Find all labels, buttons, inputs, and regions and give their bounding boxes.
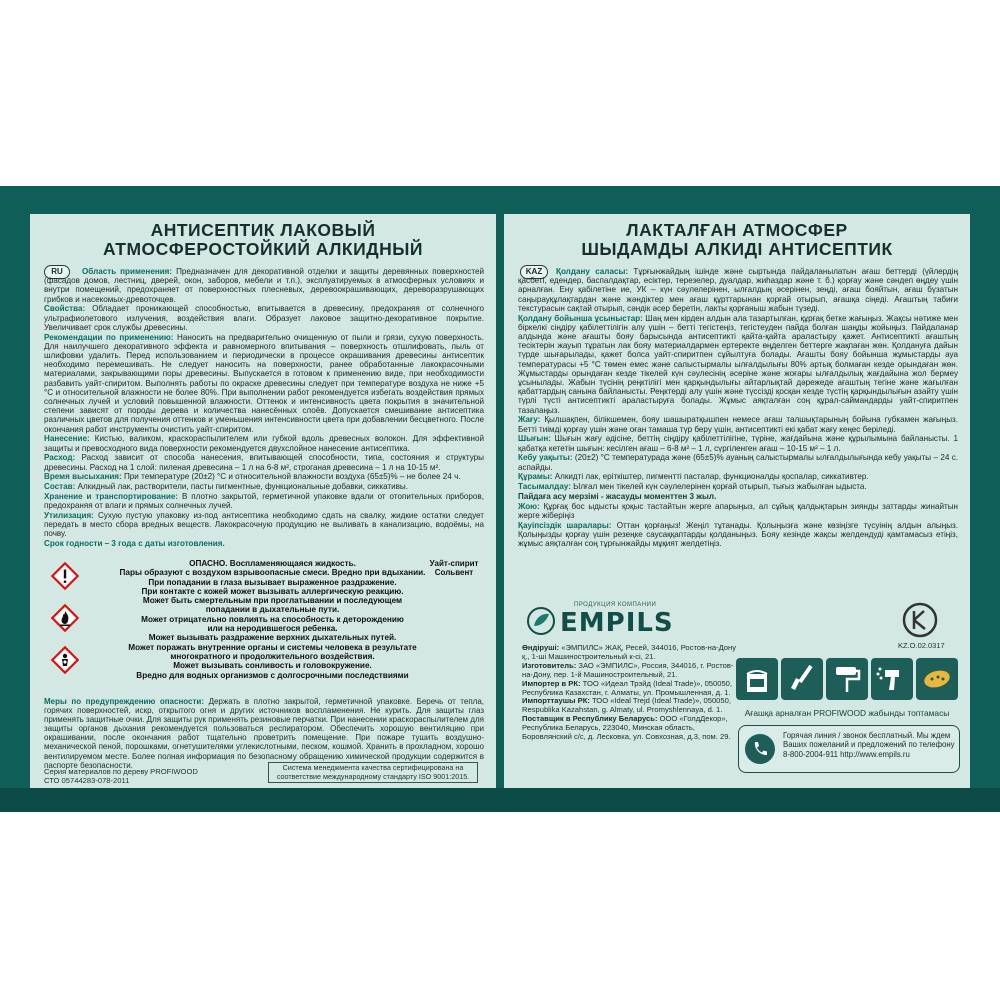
section-application: Область применения: Предназначен для декоративной отделки и защиты деревянных поверхностей (фасадов домов, лестниц, дверей, окон, заборов, мебели и т.п.), эксплуатируемых в атмосферных условиях и внутри помещений, предохраняет от поверхностных плесневых, деревоокрашивающих, дереворазрушающих грибков и насекомых-древоточцев. xyxy=(44,267,484,304)
section-disposal: Утилизация: Сухую пустую упаковку из-под антисептика необходимо сдать на свалку, жидкие остатки следует передать в место сбора вредных веществ. Лакокрасочную продукцию не выливать в канализацию, водоёмы, на почву. xyxy=(44,511,484,539)
section-drying-time: Время высыхания: При температуре (20±2) °С и относительной влажности воздуха (65±5)% – не более 24 ч. xyxy=(44,472,461,482)
instructions-ru xyxy=(44,267,484,549)
flame-hazard-icon xyxy=(50,603,80,633)
title-line-1: ЛАКТАЛҒАН АТМОСФЕР xyxy=(626,220,848,240)
bottom-stripe xyxy=(0,788,1000,812)
health-hazard-icon xyxy=(50,645,80,675)
hotline-box xyxy=(738,725,960,773)
roller-icon xyxy=(826,658,868,700)
section-disposal: Жою: Құрғақ бос ыдысты қоқыс тастайтын жерге апарыңыз, ал сұйық қалдықтарын зиянды заттарды жинайтын жерге жіберіңіз xyxy=(518,501,958,521)
series-info: Серия материалов по дереву PROFIWOOD СТО 05744283-078-2011 xyxy=(44,767,198,785)
hazard-statements: ОПАСНО. Воспламеняющаяся жидкость. Пары образуют с воздухом взрывоопасные смеси. Вредно при вдыхании. При попадании в глаза вызывает выраженное раздражение. При контакте с кожей может вызывать аллергическую реакцию. Может быть смертельным при проглатывании и последующем попадании в дыхательные пути. Может отрицательно повлиять на способность к деторождению или на неродившегося ребенка. Может вызывать раздражение верхних дыхательных путей. Может поражать внутренние органы и системы человека в результате многократного и продолжительного воздействия. Может вызывать сонливость и головокружение. Вредно для водных организмов с долгосрочными последствиями xyxy=(119,559,426,680)
precautionary-measures: Меры по предупреждению опасности: Держать в плотно закрытой, герметичной упаковке. Беречь от тепла, горячих поверхностей, искр, открытого огня и других источников воспламенения. Не курить. Для защиты глаз применять защитные очки. Для защиты рук применять резиновые перчатки. При нанесении краскораспылителем для защиты органов дыхания рекомендуется пользоваться респиратором. Обеспечить хорошую вентиляцию при окрашивании, после окончания работ тщательно проветрить помещение. При пожаре тушить воздушно-механической пеной, порошками, огнетушителями углекислотными, песком, кошмой. Хранить в прохладном, хорошо вентилируемом месте. Более полная информация по безопасному обращению химической продукции содержится в паспорте безопасности. xyxy=(44,697,484,770)
title-line-2: ШЫДАМДЫ АЛКИДІ АНТИСЕПТИК xyxy=(581,239,893,259)
can-icon xyxy=(736,658,778,700)
section-recommendations: Рекомендации по применению: Наносить на предварительно очищенную от пыли и грязи, сухую поверхность. Для наилучшего декоративного эффекта и равномерного впитывания – поверхность отшлифовать, пыль от шлифовки удалить. Перед использованием и периодически в процессе окрашивания древесины антисептик необходимо перемешивать. Не следует наносить на поверхности, ранее обработанные лакокрасочными материалами, закрывающими поры древесины. Выпускается в готовом к применению виде, при необходимости разбавить уайт-спиритом. Выполнять работы по окраске древесины следует при температуре воздуха не ниже +5 °С и относительной влажности не более 80%. При выполнении работ рекомендуется избегать воздействия прямых солнечных лучей и условий повышенной влажности. Оттенок и интенсивность цвета покрытия в значительной степени зависят от породы дерева и количества нанесённых слоёв. Допускается смешивание антисептика различных цветов для получения оттенков и уменьшения интенсивности цвета при добавлении бесцветного. После окончания работ инструменты очистить уайт-спиритом. xyxy=(44,332,484,434)
section-drying-time: Кебу уақыты: (20±2) °C температурада және (65±5)% ауаның салыстырмалы ылғалдылығында кебу уақыты – 24 с. аспайды. xyxy=(518,453,958,472)
importer-rk: Импортер в РК: ТОО «Идеал Трэйд (Ideal Trade)», 050050, Республика Казахстан, г. Алматы, ул. Промышленная, д. 1. xyxy=(522,678,733,697)
section-application-method: Жағу: Қылшақпен, білікшемен, бояу шашыратқышпен немесе ағаш талшықтарының бойына губкамен жағыңыз. Бетті тиімді қорғау үшін және оған тамаша түр беру үшін, антисептикті екі қабат жағу кеңес беріледі. xyxy=(518,415,958,434)
iso-certification-box: Система менеджмента качества сертифицирована на соответствие международному стандарту ISO 9001:2015. xyxy=(268,762,478,783)
exclamation-hazard-icon xyxy=(50,561,80,591)
empils-logo: ПРОДУКЦИЯ КОМПАНИИ EMPILS xyxy=(526,602,666,638)
section-recommendations: Қолдану бойынша ұсыныстар: Шаң мен кірден алдын ала тазартылған, құрғақ бетке жағыңыз. Жақсы нәтиже мен біркелкі сіңдіру қабілеттілігін алу үшін – бетті тегістеңіз, тегістеуден пайда болған шаңды жойыңыз. Пайдаланар алдында және ағашты бояу барысында антисептикті қайта-қайта араластыру қажет. Антисептикті ағаштың тесіктерін жауып тұратын лак бояу материалдармен ертеректе өңделген беттерге жақпаған жөн. Қолдануға дайын түрде шығарылады, қажет болса уайт-спиритпен сұйылтуға болады. Ағашты бояу бойынша жұмыстарды ауа температурасы +5 °C төмен емес және салыстырмалы ылғалдылығы 80% артық болмаған кезде орындаған жөн. Жұмыстарды орындаған кезде тікелей күн сәулесінің әсеріне және жоғары ылғалдылық жағдайына жол бермеу ұсынылады. Жабын түсінің реңктілігі мен қарқындылығы айтарлықтай дәрежеде ағаштың тегіне және жағылған қабаттардың санына байланысты. Реңктерді алу үшін және түссіздi қосқан кезде түстің қарқындылығын азайту үшін түрлі түсті антисептикті араластыруға болады. Жұмыс аяқталған соң құрал-саймандарды уайт-спиритпен тазалаңыз. xyxy=(518,313,959,415)
section-application: Қолдану саласы: Тұрғынжайдың ішінде және сыртында пайдаланылатын ағаш беттерді (үйлердің қасбеті, едендер, баспалдақтар, есіктер, терезелер, дуалдар, жиһаздар және т. б.) қорғау және сәндеп өңдеу үшін арналған. Ену қабілетіне ие, УК – күн сәулелерінен, ылғалдың әсерінен, зеңді, ағаш бояйтын, ағаш бүзатын саңырауқұлақтардан және жәндіктер мен ағаш құрттарынан қорғай отырып, ағашқа сіңеді. Ағаштың табиғи текстурасын сақтай отырып, сәндік әсер беретін, лакты қорғаныш жабын түзеді. xyxy=(518,267,958,313)
solvent-note: Уайт-спирит Сольвент xyxy=(429,559,479,577)
lang-badge-kz: KAZ xyxy=(520,265,548,279)
section-properties: Свойства: Обладает проникающей способностью, впитывается в древесину, предохраняя от солнечного ультрафиолетового излучения, воздействия влаги. Образует лаковое защитно-декоративное покрытие. Увеличивает срок службы древесины. xyxy=(44,304,484,332)
kz-conformity-code: KZ.O.02.0317 xyxy=(898,641,945,650)
kz-conformity-mark-icon xyxy=(902,602,938,638)
hotline-text: Горячая линия / звонок бесплатный. Мы ждем Ваших пожеланий и предложений по телефону 8-800-2004-911 http://www.empils.ru xyxy=(783,731,955,759)
tool-icons-row xyxy=(736,658,956,702)
lang-badge-ru: RU xyxy=(44,265,70,279)
section-storage: Хранение и транспортирование: В плотно закрытой, герметичной упаковке вдали от отопительных приборов, предохраняя от влаги и прямых солнечных лучей. xyxy=(44,492,484,511)
importer-rk-latin: Импорттаушы РК: ТОО «Ideal Trejd (Ideal Trade)», 050050, Respublika Kazahstan, g. Almaty, ul. Promyshlennaya, d. 1. xyxy=(522,696,731,715)
empils-leaf-icon xyxy=(526,606,556,636)
section-consumption: Шығын: Шығын жағу әдісіне, беттің сіңдіру қабілеттілігіне, түріне, жағдайына және құрылымына байланысты. 1 қабатқа кететін шығын: кесілген ағаш – 6-8 м² – 1 л, сүргіленген ағаш – 10-15 м² – 1 л. xyxy=(518,434,958,453)
label-panel-ru xyxy=(30,214,496,788)
phone-icon xyxy=(745,734,775,764)
addresses xyxy=(522,644,744,742)
supplier-belarus: Поставщик в Республику Беларусь: ООО «ГолдДекор», Республика Беларусь, 223040, Минская область, Боровлянский с/с, д. Лесковка, ул. Совхозная, д.3, пом. 29. xyxy=(522,714,731,742)
title-ru xyxy=(30,221,496,259)
title-line-2: АТМОСФЕРОСТОЙКИЙ АЛКИДНЫЙ xyxy=(103,239,423,259)
spray-gun-icon xyxy=(871,658,913,700)
sponge-icon xyxy=(916,658,958,700)
title-kz xyxy=(504,221,970,259)
brush-icon xyxy=(781,658,823,700)
section-application-method: Нанесение: Кистью, валиком, краскораспылителем или губкой вдоль древесных волокон. Для эффективной защиты и превосходного вида поверхности рекомендуется двухслойное нанесение антисептика. xyxy=(44,434,484,453)
shelf-life: Срок годности – 3 года с даты изготовления. xyxy=(44,539,225,549)
label-panel-kz xyxy=(504,214,970,788)
section-composition: Құрамы: Алкидті лак, еріткіштер, пигментті пасталар, функционалды қоспалар, сиккативтер. xyxy=(518,472,869,482)
manufacturer-kz: Өндіруші: «ЭМПИЛС» ЖАҚ, Ресей, 344016, Ростов-на-Дону қ., 1-ші Машиностроительный к-сі, 21. xyxy=(522,643,737,661)
section-shelf-life: Пайдаға асу мерзімі - жасауды моменттен 3 жыл. xyxy=(518,492,717,502)
section-composition: Состав: Алкидный лак, растворители, пасты пигментные, функциональные добавки, сиккативы. xyxy=(44,482,408,492)
hazard-warning-block xyxy=(44,559,484,695)
instructions-kz xyxy=(518,267,958,549)
section-transport: Тасымалдау: Ылғал мен тікелей күн сәулелерінен қорғай отырып, тығыз жабылған ыдыста. xyxy=(518,482,867,492)
profiwood-caption: Ағашқа арналған PROFIWOOD жабынды топтамасы xyxy=(744,708,950,718)
section-consumption: Расход: Расход зависит от способа нанесения, впитывающей способности, типа, состояния и структуры древесины. Расход на 1 слой: пиленая древесина – 1 л на 6-8 м², строганая древесина – 1 л на 10-15 м². xyxy=(44,453,484,472)
title-line-1: АНТИСЕПТИК ЛАКОВЫЙ xyxy=(150,220,376,240)
section-safety: Қауіпсіздік шаралары: Оттан қорғаңыз! Жеңіл тұтанады. Қолыңызға және көзіңізге түсуінің алдын алыңыз. Қолыңызды қорғау үшін резеңке саусаққаптарды қолданыңыз. Бояу кезінде жақсы желдендуді қамтамасыз етіңіз, жұмыс аяқталған соң тұрғынжайды мұқият желдетіңіз. xyxy=(518,520,958,549)
manufacturer-ru: Изготовитель: ЗАО «ЭМПИЛС», Россия, 344016, г. Ростов-на-Дону, пер. 1-й Машиностроительный, 21. xyxy=(522,660,734,679)
